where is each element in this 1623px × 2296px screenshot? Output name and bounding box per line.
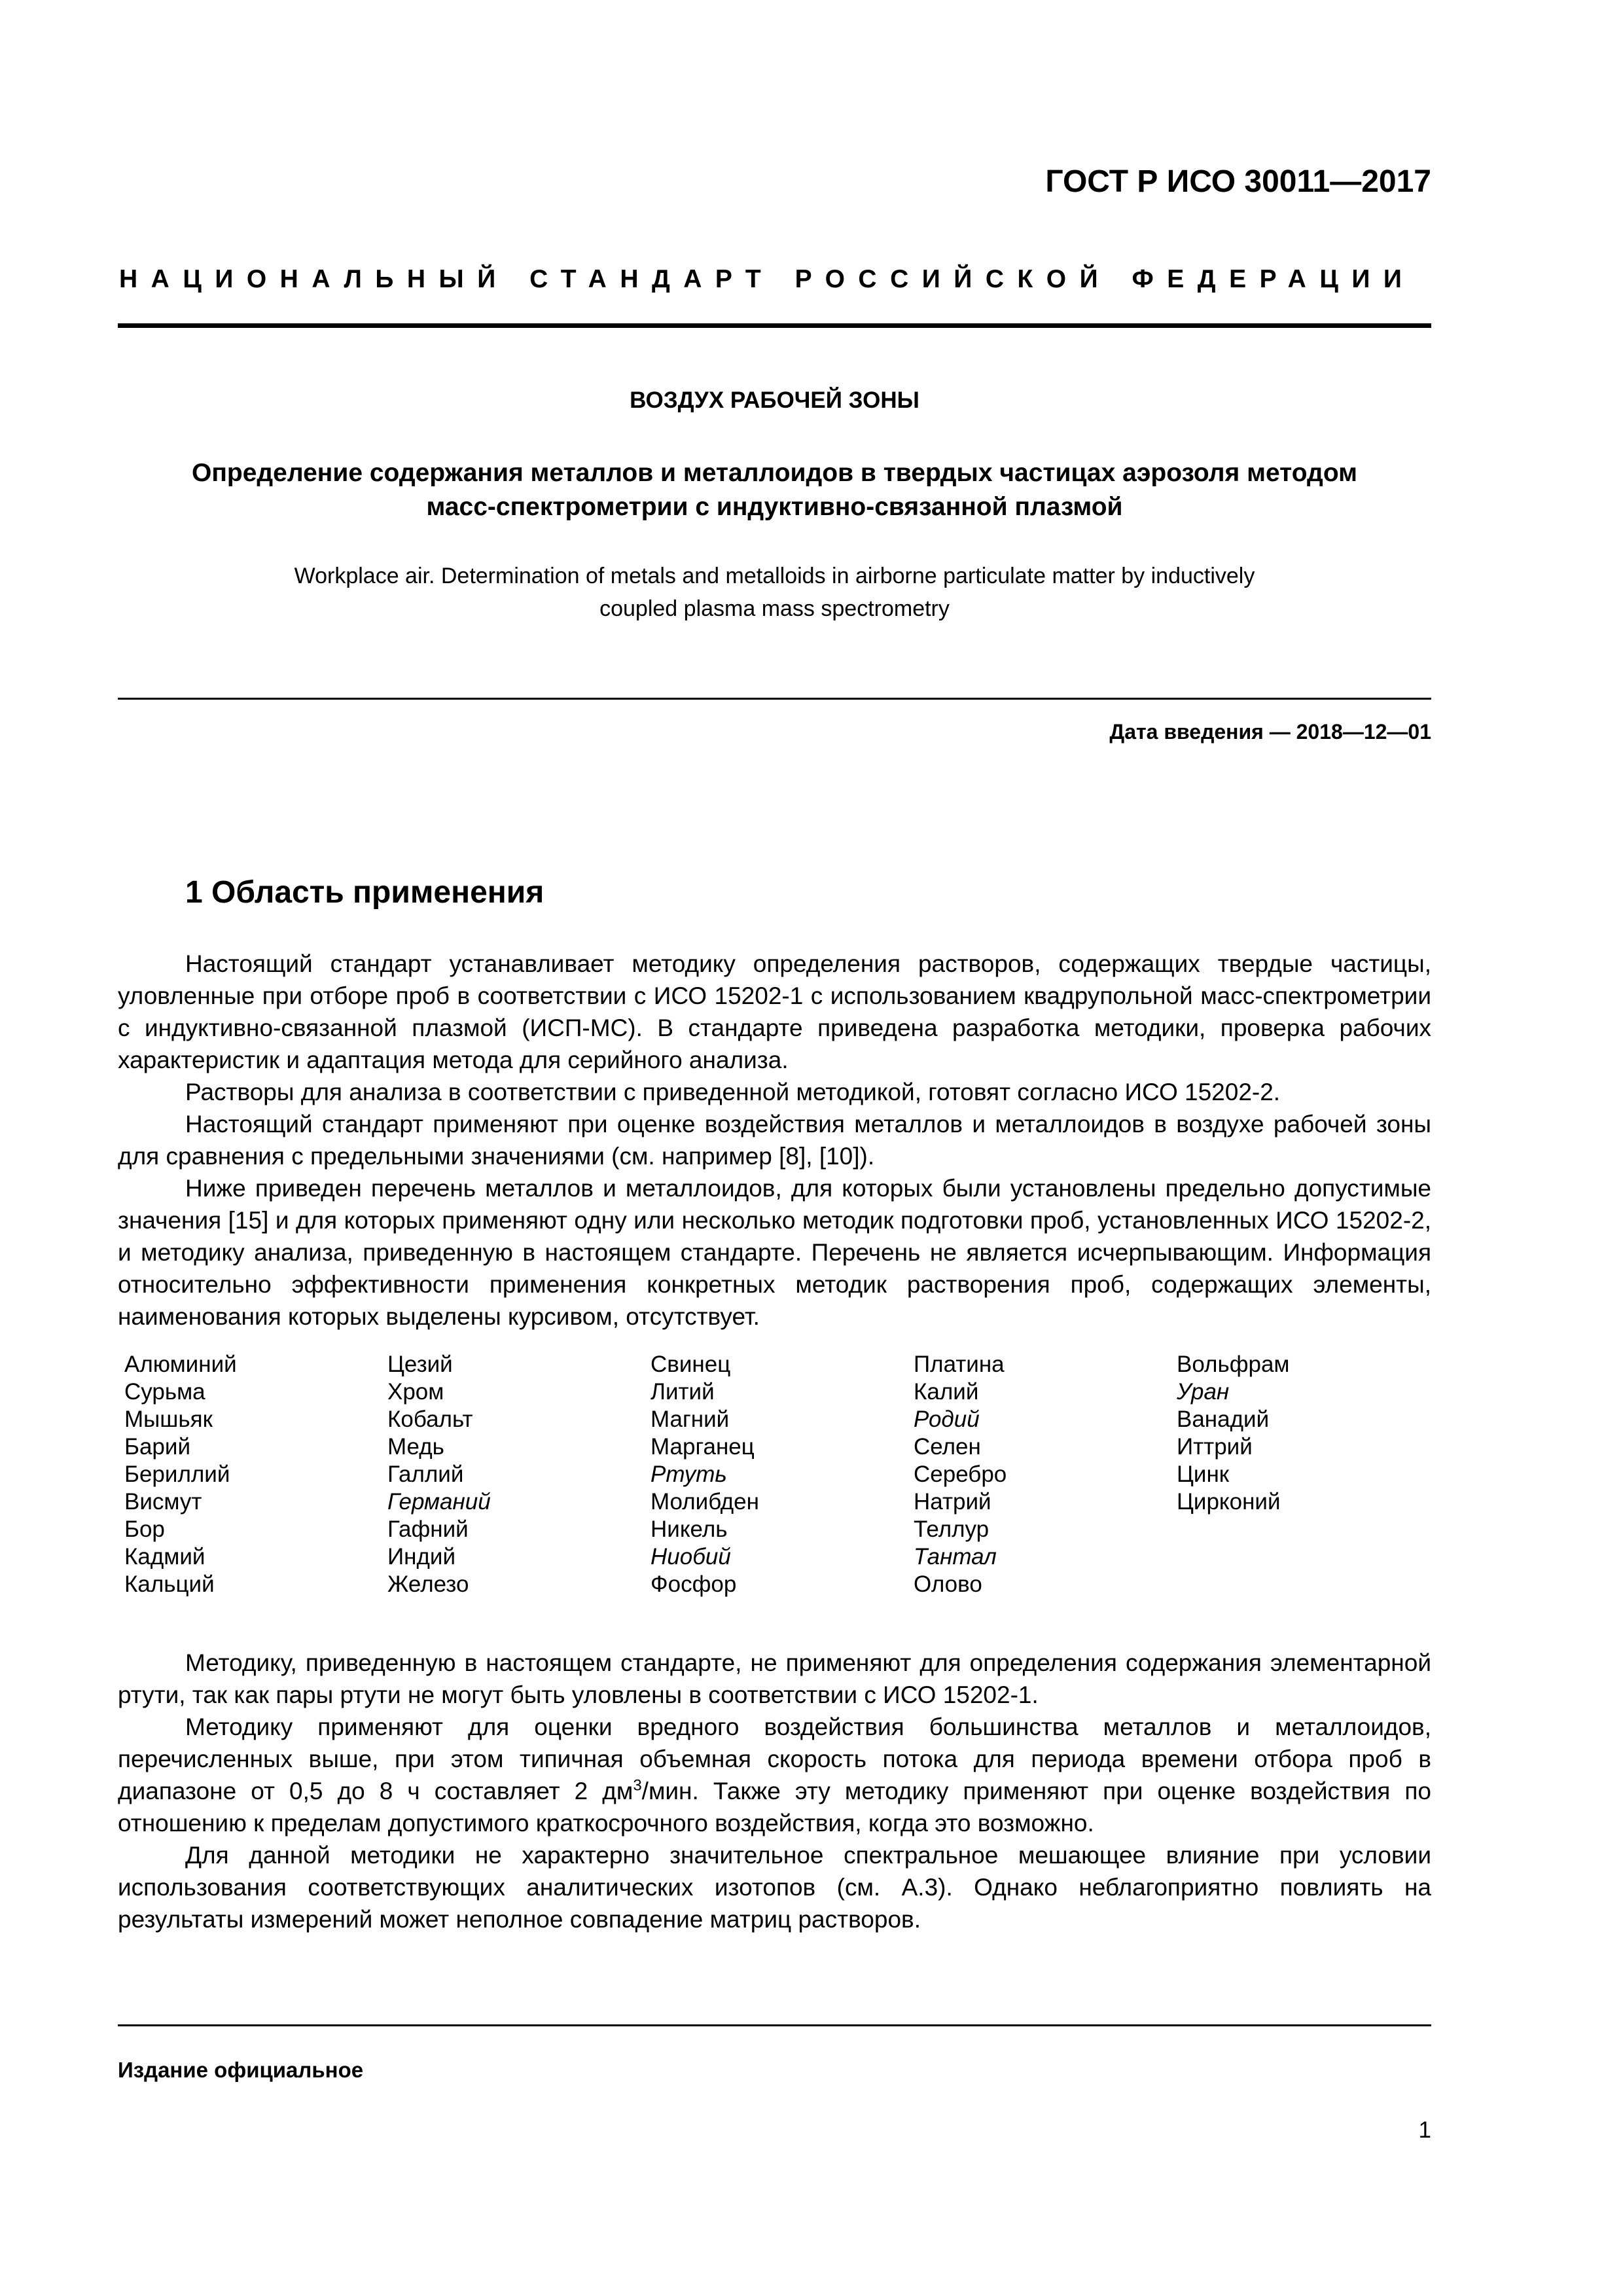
- superscript-3: 3: [633, 1776, 642, 1795]
- method-paragraphs: [118, 1647, 1431, 1935]
- element-item: Олово: [914, 1571, 982, 1597]
- element-item: Медь: [387, 1434, 444, 1460]
- element-item: Железо: [387, 1571, 469, 1597]
- element-item: Мышьяк: [124, 1407, 213, 1432]
- section-heading: 1 Область применения: [185, 875, 544, 910]
- element-item: Бор: [124, 1516, 165, 1542]
- element-item: Марганец: [651, 1434, 755, 1460]
- paragraph-1: Настоящий стандарт устанавливает методику определения растворов, содержащих твердые частицы, уловленные при отборе проб в соответствии с ИСО 15202-1 с использованием квадрупольной масс-спектрометрии с индуктивно-связанной плазмой (ИСП-МС). В стандарте приведена разработка методики, проверка рабочих характеристик и адаптация метода для серийного анализа.: [118, 950, 1431, 1073]
- element-item: Фосфор: [651, 1571, 737, 1597]
- element-item: Цинк: [1177, 1462, 1230, 1487]
- element-item: Сурьма: [124, 1379, 205, 1405]
- elements-column-1: [124, 1351, 237, 1598]
- document-subtitle: [118, 456, 1431, 524]
- element-item: Натрий: [914, 1489, 991, 1515]
- element-item: Индий: [387, 1544, 456, 1570]
- element-item: Германий: [387, 1489, 491, 1515]
- element-item: Платина: [914, 1352, 1005, 1377]
- paragraph-5: Методику, приведенную в настоящем стандарте, не применяют для определения содержания элементарной ртути, так как пары ртути не могут быть уловлены в соответствии с ИСО 15202-1.: [118, 1649, 1431, 1708]
- subtitle-line-1: Определение содержания металлов и металлоидов в твердых частицах аэрозоля методом: [192, 459, 1357, 487]
- header-rule: [118, 323, 1431, 328]
- document-title: ВОЗДУХ РАБОЧЕЙ ЗОНЫ: [630, 387, 919, 413]
- page-number: 1: [1418, 2117, 1431, 2143]
- element-item: Никель: [651, 1516, 728, 1542]
- elements-column-5: [1177, 1351, 1290, 1516]
- element-item: Родий: [914, 1407, 980, 1432]
- element-item: Цезий: [387, 1352, 453, 1377]
- national-standard-banner: НАЦИОНАЛЬНЫЙ СТАНДАРТ РОССИЙСКОЙ ФЕДЕРАЦИИ: [119, 265, 1416, 293]
- element-item: Галлий: [387, 1462, 464, 1487]
- element-item: Теллур: [914, 1516, 990, 1542]
- element-item: Селен: [914, 1434, 981, 1460]
- elements-column-3: [651, 1351, 759, 1598]
- scope-paragraphs: [118, 948, 1431, 1333]
- paragraph-3: Настоящий стандарт применяют при оценке воздействия металлов и металлоидов в воздухе рабочей зоны для сравнения с предельными значениями (см. например [8], [10]).: [118, 1111, 1431, 1170]
- element-item: Магний: [651, 1407, 730, 1432]
- title-rule: [118, 698, 1431, 700]
- element-item: Кобальт: [387, 1407, 473, 1432]
- element-item: Серебро: [914, 1462, 1007, 1487]
- element-item: Висмут: [124, 1489, 202, 1515]
- element-item: Кальций: [124, 1571, 215, 1597]
- paragraph-2: Растворы для анализа в соответствии с приведенной методикой, готовят согласно ИСО 15202-2.: [185, 1079, 1281, 1105]
- paragraph-4: Ниже приведен перечень металлов и металлоидов, для которых были установлены предельно допустимые значения [15] и для которых применяют одну или несколько методик подготовки проб, установленных ИСО 15202-2, и методику анализа, приведенную в настоящем стандарте. Перечень не является исчерпывающим. Информация относительно эффективности применения конкретных методик растворения проб, содержащих элементы, наименования которых выделены курсивом, отсутствует.: [118, 1175, 1431, 1330]
- element-item: Молибден: [651, 1489, 759, 1515]
- element-item: Тантал: [914, 1544, 997, 1570]
- english-title-line-1: Workplace air. Determination of metals and metalloids in airborne particulate matter by inductively: [294, 564, 1255, 588]
- element-item: Свинец: [651, 1352, 731, 1377]
- paragraph-6-text-end: /мин. Также эту методику применяют при оценке воздействия по отношению к пределам допустимого краткосрочного воздействия, когда это возможно.: [118, 1778, 1431, 1837]
- official-edition: Издание официальное: [118, 2058, 364, 2082]
- element-item: Цирконий: [1177, 1489, 1281, 1515]
- paragraph-6-text: Методику применяют для оценки вредного воздействия большинства металлов и металлоидов, перечисленных выше, при этом типичная объемная скорость потока для периода времени отбора проб в диапазоне от 0,5 до 8 ч составляет 2 дм: [118, 1713, 1431, 1804]
- footer-rule: [118, 2024, 1431, 2026]
- element-item: Алюминий: [124, 1352, 237, 1377]
- element-item: Гафний: [387, 1516, 469, 1542]
- english-title: [118, 560, 1431, 625]
- element-item: Иттрий: [1177, 1434, 1253, 1460]
- element-item: Ртуть: [651, 1462, 727, 1487]
- element-item: Хром: [387, 1379, 444, 1405]
- date-introduced: Дата введения — 2018—12—01: [1109, 720, 1431, 744]
- element-item: Бериллий: [124, 1462, 230, 1487]
- paragraph-7: Для данной методики не характерно значительное спектральное мешающее влияние при условии использования соответствующих аналитических изотопов (см. А.3). Однако неблагоприятно повлиять на результаты измерений может неполное совпадение матриц растворов.: [118, 1842, 1431, 1933]
- element-item: Ниобий: [651, 1544, 731, 1570]
- element-item: Кадмий: [124, 1544, 205, 1570]
- element-item: Барий: [124, 1434, 191, 1460]
- element-item: Ванадий: [1177, 1407, 1270, 1432]
- english-title-line-2: coupled plasma mass spectrometry: [599, 596, 950, 621]
- elements-column-4: [914, 1351, 1007, 1598]
- standard-number: ГОСТ Р ИСО 30011—2017: [1045, 164, 1431, 199]
- paragraph-6: [118, 1711, 1431, 1839]
- element-item: Уран: [1177, 1379, 1230, 1405]
- element-item: Вольфрам: [1177, 1352, 1290, 1377]
- element-item: Литий: [651, 1379, 715, 1405]
- element-item: Калий: [914, 1379, 979, 1405]
- subtitle-line-2: масс-спектрометрии с индуктивно-связанной плазмой: [426, 493, 1123, 521]
- elements-column-2: [387, 1351, 491, 1598]
